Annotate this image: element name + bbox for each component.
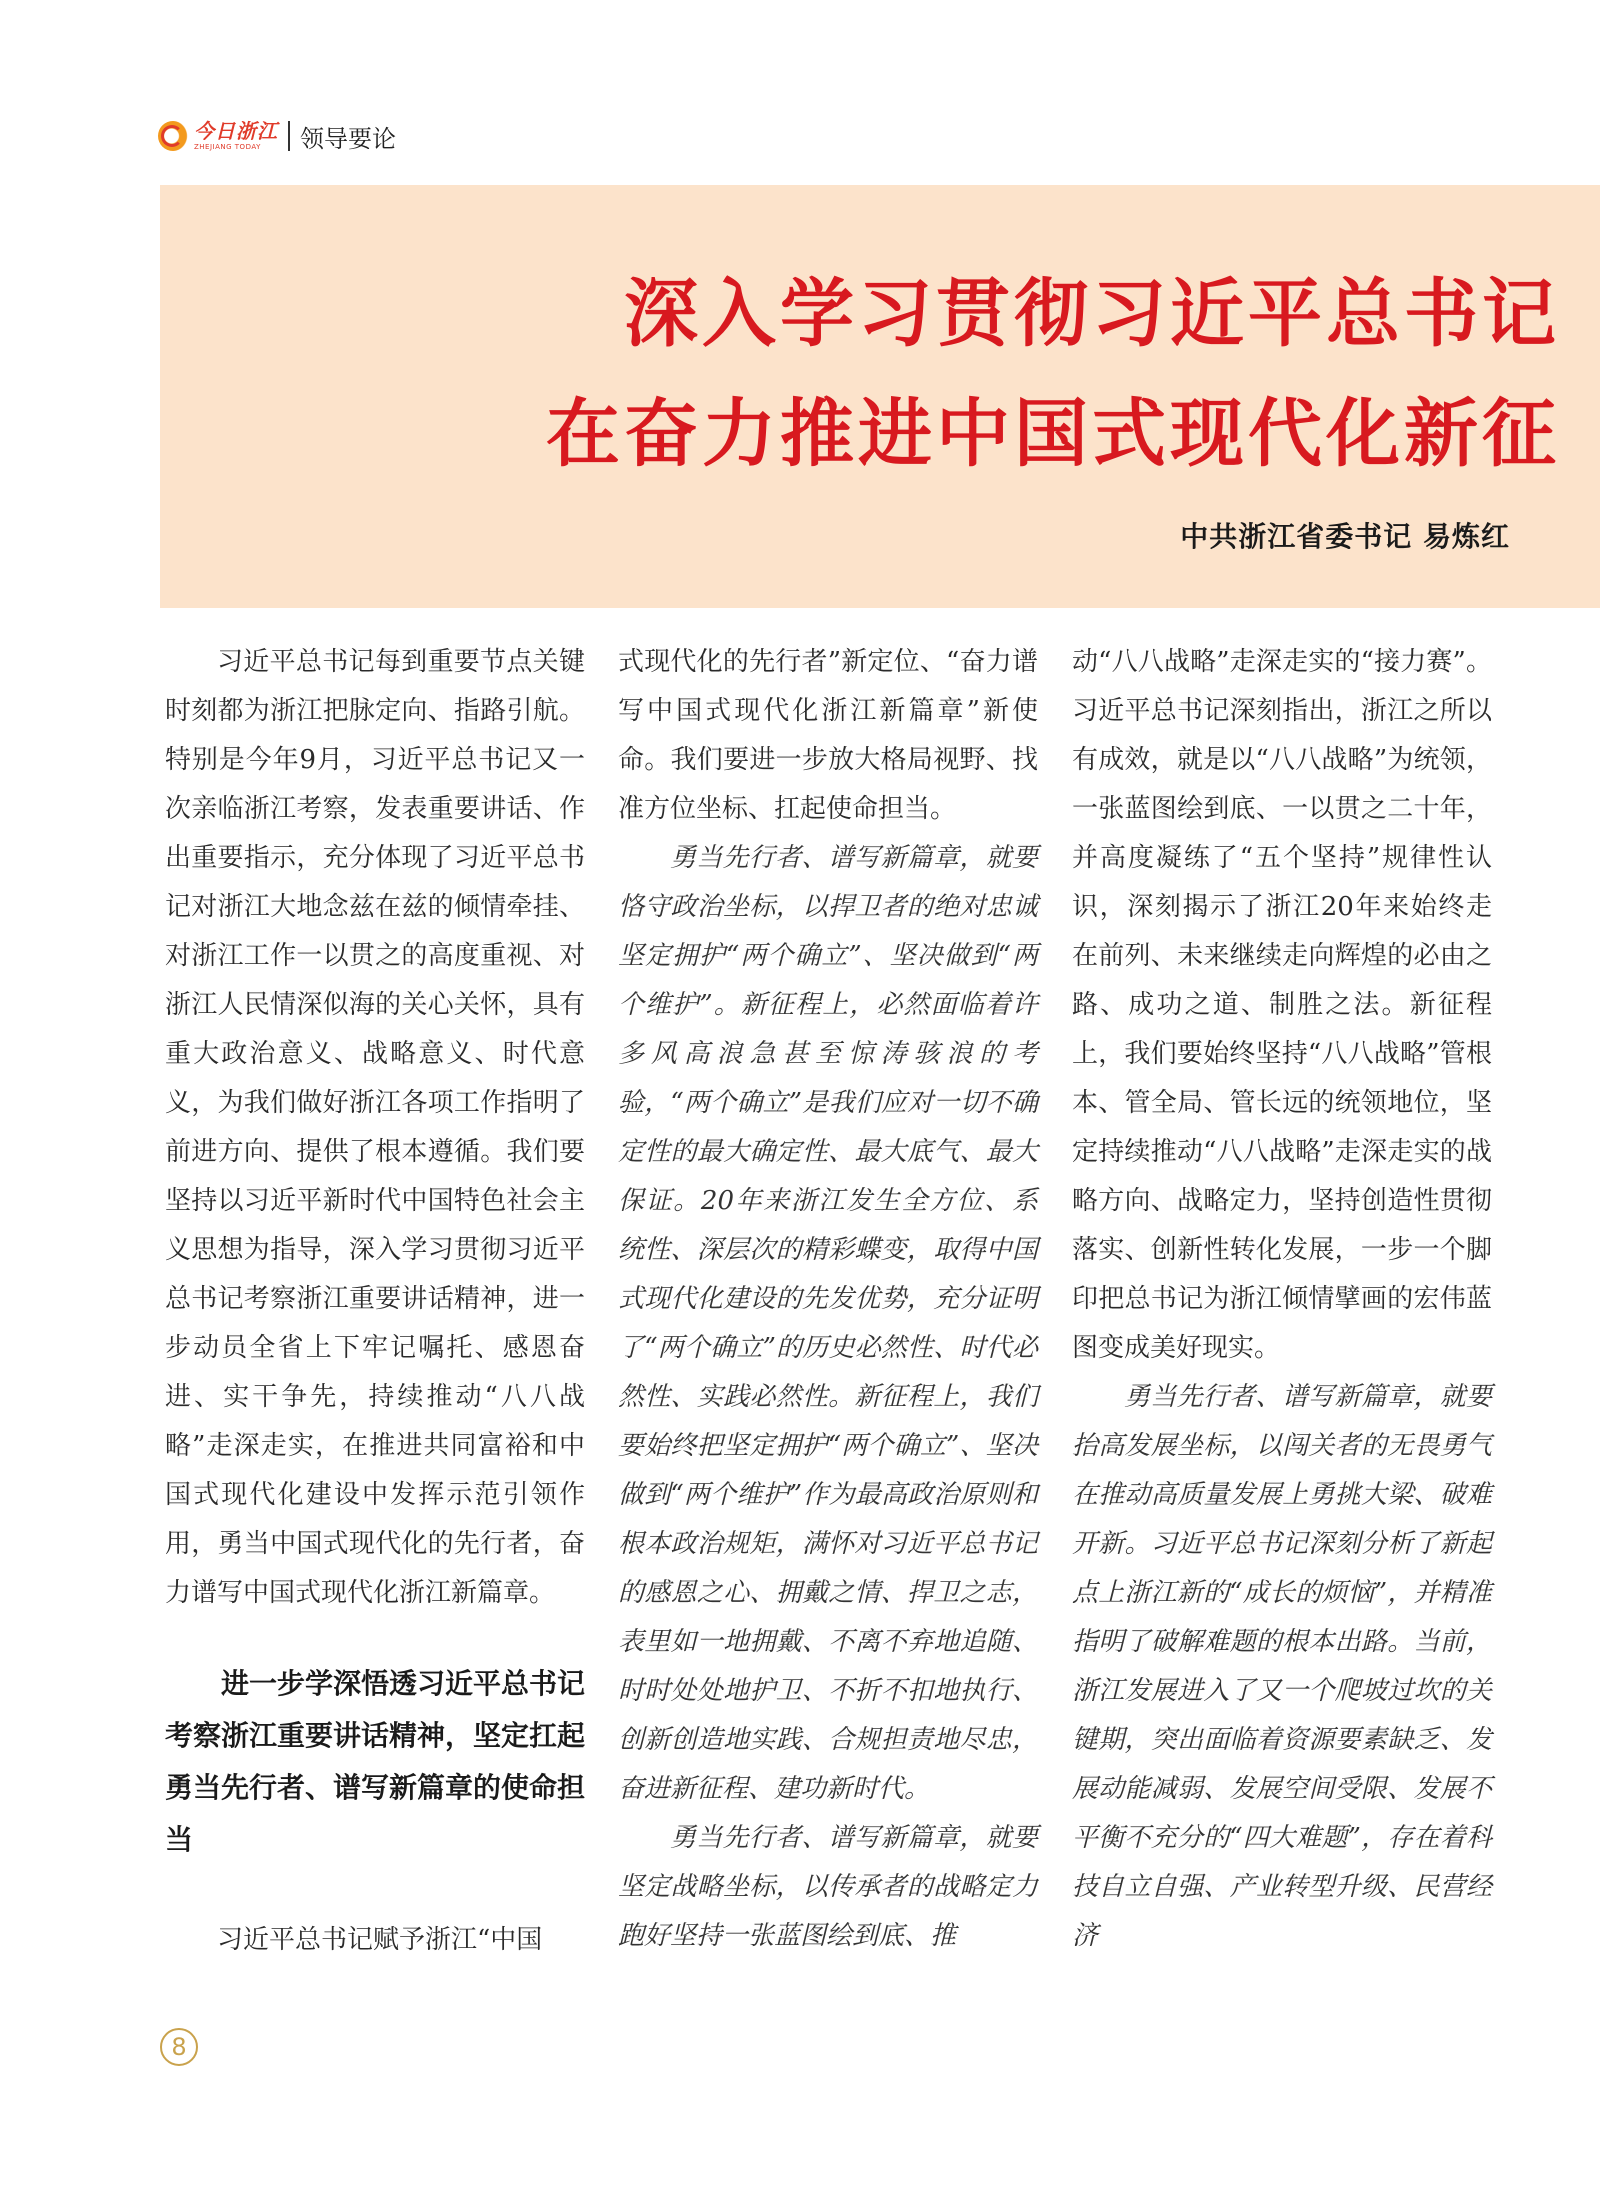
article-byline: 中共浙江省委书记 易炼红 bbox=[1180, 520, 1510, 553]
article-title-line-2: 在奋力推进中国式现代化新征 bbox=[546, 391, 1560, 477]
title-band bbox=[160, 185, 1600, 608]
paragraph: 勇当先行者、谱写新篇章，就要恪守政治坐标，以捍卫者的绝对忠诚坚定拥护“两个确立”、坚决做到“两个维护”。新征程上，必然面临着许多风高浪急甚至惊涛骇浪的考验，“两个确立”是我们应对一切不确定性的最大确定性、最大底气、最大保证。20年来浙江发生全方位、系统性、深层次的精彩蝶变，取得中国式现代化建设的先发优势，充分证明了“两个确立”的历史必然性、时代必然性、实践必然性。新征程上，我们要始终把坚定拥护“两个确立”、坚决做到“两个维护”作为最高政治原则和根本政治规矩，满怀对习近平总书记的感恩之心、拥戴之情、捍卫之志，表里如一地拥戴、不离不弃地追随、时时处处地护卫、不折不扣地执行、创新创造地实践、合规担责地尽忠，奋进新征程、建功新时代。 bbox=[618, 843, 1038, 1804]
logo-chinese-text: 今日浙江 bbox=[194, 119, 278, 143]
paragraph: 习近平总书记赋予浙江“中国 bbox=[217, 1925, 543, 1955]
paragraph: 勇当先行者、谱写新篇章，就要抬高发展坐标，以闯关者的无畏勇气在推动高质量发展上勇挑大梁、破难开新。习近平总书记深刻分析了新起点上浙江新的“成长的烦恼”，并精准指明了破解难题的根本出路。当前，浙江发展进入了又一个爬坡过坎的关键期，突出面临着资源要素缺乏、发展动能减弱、发展空间受限、发展不平衡不充分的“四大难题”，存在着科技自立自强、产业转型升级、民营经济 bbox=[1072, 1382, 1492, 1951]
section-label: 领导要论 bbox=[300, 124, 396, 153]
paragraph: 勇当先行者、谱写新篇章，就要坚定战略坐标，以传承者的战略定力跑好坚持一张蓝图绘到底、推 bbox=[618, 1823, 1038, 1951]
page-header bbox=[158, 118, 396, 154]
text-column-2 bbox=[618, 638, 1038, 1961]
zhejiang-today-logo bbox=[158, 121, 278, 151]
logo-wordmark bbox=[194, 121, 278, 151]
paragraph: 习近平总书记每到重要节点关键时刻都为浙江把脉定向、指路引航。特别是今年9月，习近平总书记又一次亲临浙江考察，发表重要讲话、作出重要指示，充分体现了习近平总书记对浙江大地念兹在兹的倾情牵挂、对浙江工作一以贯之的高度重视、对浙江人民情深似海的关心关怀，具有重大政治意义、战略意义、时代意义，为我们做好浙江各项工作指明了前进方向、提供了根本遵循。我们要坚持以习近平新时代中国特色社会主义思想为指导，深入学习贯彻习近平总书记考察浙江重要讲话精神，进一步动员全省上下牢记嘱托、感恩奋进、实干争先，持续推动“八八战略”走深走实，在推进共同富裕和中国式现代化建设中发挥示范引领作用，勇当中国式现代化的先行者，奋力谱写中国式现代化浙江新篇章。 bbox=[165, 647, 585, 1608]
paragraph-continued: 动“八八战略”走深走实的“接力赛”。习近平总书记深刻指出，浙江之所以有成效，就是以“八八战略”为统领，一张蓝图绘到底、一以贯之二十年，并高度凝练了“五个坚持”规律性认识，深刻揭示了浙江20年来始终走在前列、未来继续走向辉煌的必由之路、成功之道、制胜之法。新征程上，我们要始终坚持“八八战略”管根本、管全局、管长远的统领地位，坚定持续推动“八八战略”走深走实的战略方向、战略定力，坚持创造性贯彻落实、创新性转化发展，一步一个脚印把总书记为浙江倾情擘画的宏伟蓝图变成美好现实。 bbox=[1072, 647, 1492, 1363]
sun-logo-icon bbox=[158, 121, 188, 151]
page-number: 8 bbox=[160, 2028, 198, 2066]
paragraph-continued: 式现代化的先行者”新定位、“奋力谱写中国式现代化浙江新篇章”新使命。我们要进一步放大格局视野、找准方位坐标、扛起使命担当。 bbox=[618, 647, 1038, 824]
article-title-line-1: 深入学习贯彻习近平总书记 bbox=[624, 271, 1560, 357]
header-divider bbox=[288, 121, 290, 151]
section-subhead: 进一步学深悟透习近平总书记考察浙江重要讲话精神，坚定扛起勇当先行者、谱写新篇章的使命担当 bbox=[165, 1667, 586, 1856]
text-column-1 bbox=[165, 638, 585, 1965]
text-column-3 bbox=[1072, 638, 1492, 1961]
logo-english-text: ZHEJIANG TODAY bbox=[194, 143, 261, 151]
